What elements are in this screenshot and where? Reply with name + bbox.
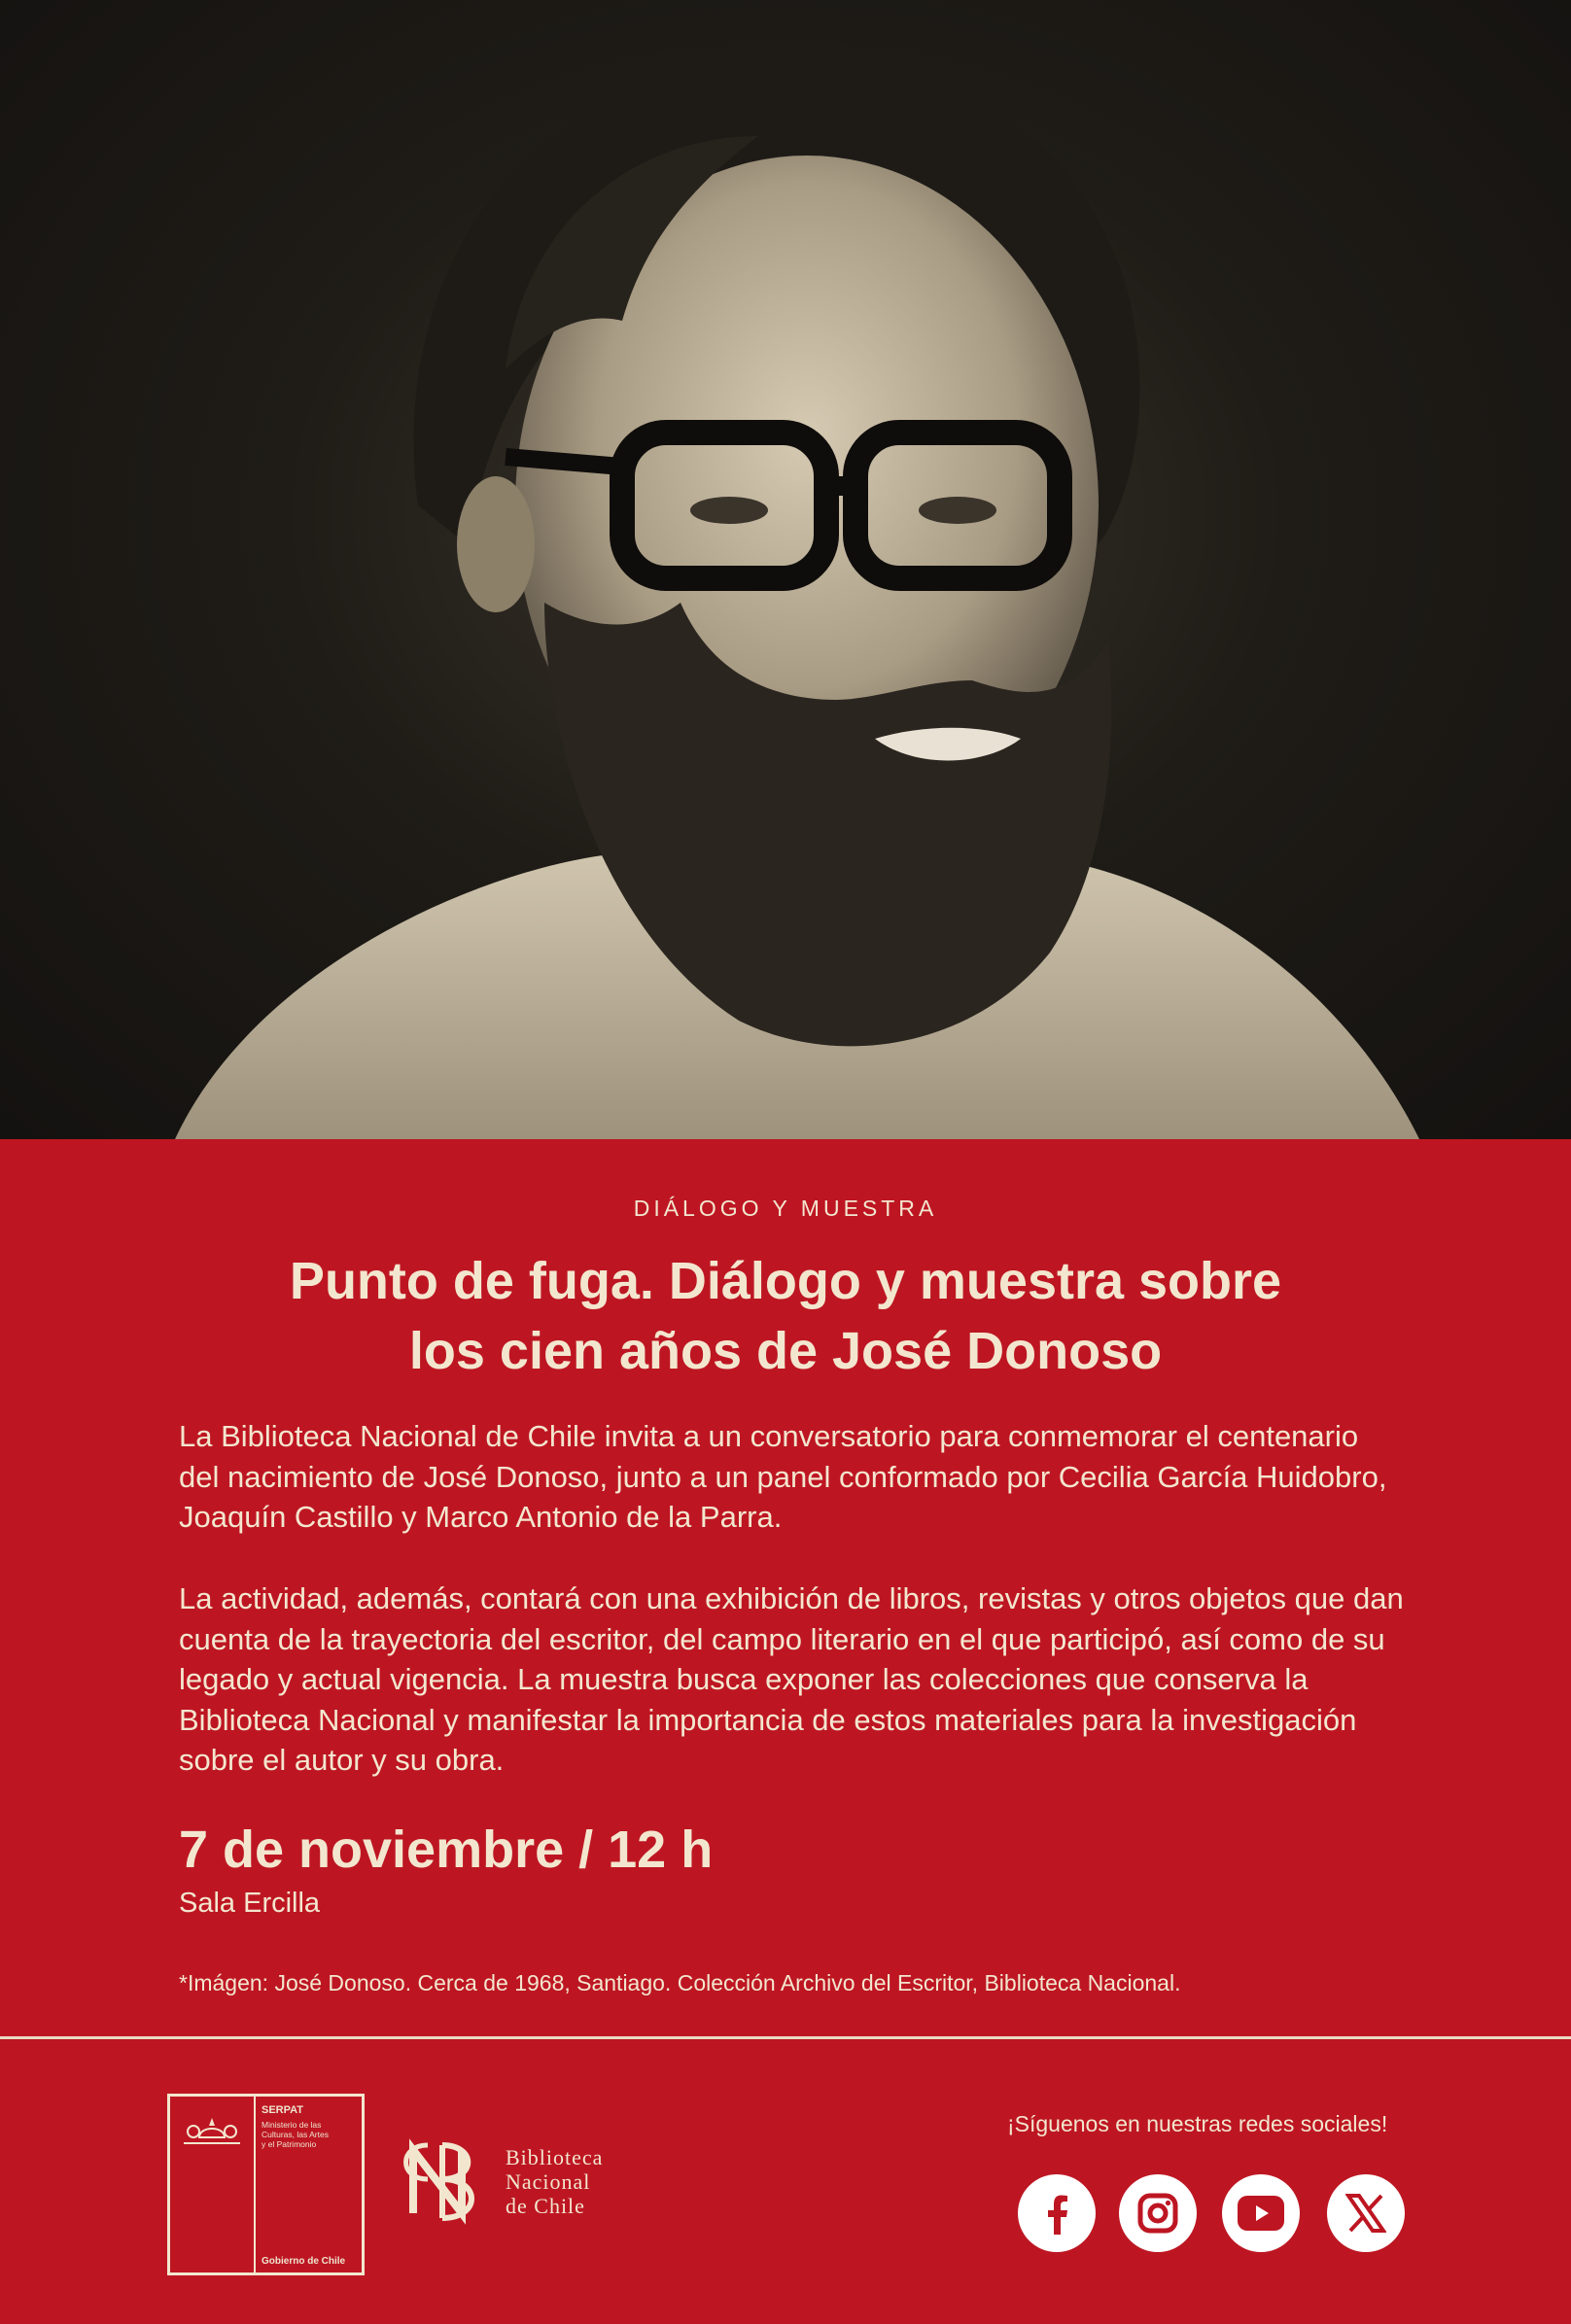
event-date-time: 7 de noviembre / 12 h [179,1821,714,1879]
event-title-line-1: Punto de fuga. Diálogo y muestra sobre [289,1252,1282,1310]
youtube-icon[interactable] [1222,2174,1300,2252]
bn-name-line-1: Biblioteca [506,2145,604,2169]
event-info-panel [0,1139,1571,2324]
serpat-name: SERPAT [262,2104,303,2116]
description-paragraph-1: La Biblioteca Nacional de Chile invita a un conversatorio para conmemorar el centenario del nacimiento de José Donoso, junto a un panel conformado por Cecilia García Huidobro, Joaquín Castillo y Marco Antonio de la Parra. [179,1419,1387,1534]
x-icon[interactable] [1327,2174,1405,2252]
event-venue: Sala Ercilla [179,1888,321,1919]
serpat-logo[interactable] [167,2094,365,2275]
image-caption: *Imágen: José Donoso. Cerca de 1968, Santiago. Colección Archivo del Escritor, Biblioteca Nacional. [179,1970,1181,1995]
event-title [154,1246,1417,1386]
serpat-text-block [254,2097,367,2272]
description-paragraph-2: La actividad, además, contará con una exhibición de libros, revistas y otros objetos que dan cuenta de la trayectoria del escritor, del campo literario en el que participó, así como de su legado y actual vigencia. La muestra busca exponer las colecciones que conserva la Biblioteca Nacional y manifestar la importancia de estos materiales para la investigación sobre el autor y su obra. [179,1581,1404,1777]
facebook-icon[interactable] [1018,2174,1096,2252]
serpat-ministry-line-2: Culturas, las Artes [262,2130,329,2139]
serpat-government: Gobierno de Chile [262,2256,346,2267]
instagram-icon[interactable] [1119,2174,1197,2252]
social-prompt: ¡Síguenos en nuestras redes sociales! [1007,2111,1388,2136]
bn-name-line-3: de Chile [506,2194,585,2218]
serpat-ministry [262,2120,359,2149]
chile-crest-icon [180,2108,244,2147]
serpat-ministry-line-1: Ministerio de las [262,2120,322,2130]
portrait-photo [0,0,1571,1139]
event-category: DIÁLOGO Y MUESTRA [633,1196,938,1221]
footer-divider [0,2036,1571,2039]
serpat-ministry-line-3: y el Patrimonio [262,2139,317,2149]
bn-name-line-2: Nacional [506,2169,591,2194]
event-title-line-2: los cien años de José Donoso [408,1322,1163,1380]
biblioteca-nacional-name[interactable] [506,2145,603,2218]
biblioteca-nacional-monogram-icon[interactable] [394,2131,491,2228]
